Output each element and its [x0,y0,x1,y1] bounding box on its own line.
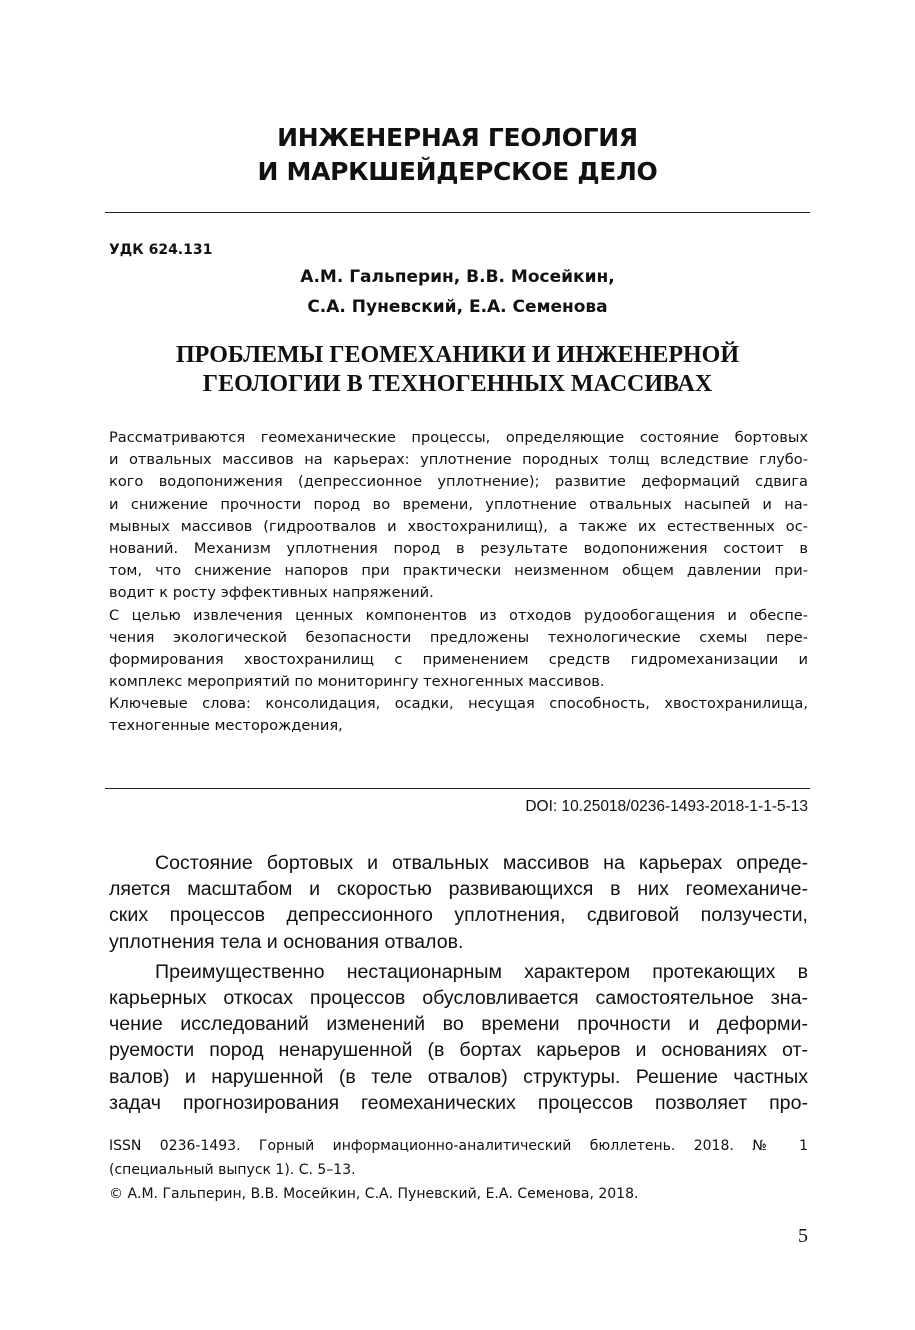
body-line: Преимущественно нестационарным характером протекающих в [155,960,808,983]
body-line: задач прогнозирования геомеханических процессов позволяет про- [109,1091,808,1114]
authors-line-2: С.А. Пуневский, Е.А. Семенова [307,297,608,317]
doi: DOI: 10.25018/0236-1493-2018-1-1-5-13 [525,798,808,815]
body-line: Состояние бортовых и отвальных массивов на карьерах опреде- [155,852,808,874]
citation-line: ISSN 0236-1493. Горный информационно-аналитический бюллетень. 2018. № 1 [109,1138,808,1154]
article-title-line-1: ПРОБЛЕМЫ ГЕОМЕХАНИКИ И ИНЖЕНЕРНОЙ [176,342,739,368]
body-line: карьерных откосах процессов обусловливается самостоятельное зна- [109,986,808,1009]
page-number: 5 [798,1225,808,1247]
citation-footer [109,1134,808,1206]
section-title-line-1: ИНЖЕНЕРНАЯ ГЕОЛОГИЯ [277,123,638,152]
abstract-line: и снижение прочности пород во времени, уплотнение отвальных насыпей и на- [109,495,808,513]
abstract-line: и отвальных массивов на карьерах: уплотнение породных толщ вследствие глубо- [109,451,808,469]
abstract-line: том, что снижение напоров при практически неизменном общем давлении при- [109,562,808,580]
abstract-line: водит к росту эффективных напряжений. [109,584,434,602]
abstract-line: кого водопонижения (депрессионное уплотнение); развитие деформаций сдвига [109,473,808,491]
keywords-line: Ключевые слова: консолидация, осадки, несущая способность, хвостохранилища, [109,695,808,713]
section-title [105,121,810,189]
body-line: валов) и нарушенной (в теле отвалов) структуры. Решение частных [109,1065,808,1088]
copyright-line: © А.М. Гальперин, В.В. Мосейкин, С.А. Пуневский, Е.А. Семенова, 2018. [109,1186,639,1202]
keywords-line: техногенные месторождения, [109,717,343,735]
abstract-line: мывных массивов (гидроотвалов и хвостохранилищ), а также их естественных ос- [109,517,808,535]
abstract-line: комплекс мероприятий по мониторингу техногенных массивов. [109,673,605,691]
article-title-line-2: ГЕОЛОГИИ В ТЕХНОГЕННЫХ МАССИВАХ [202,371,713,397]
abstract-line: чения экологической безопасности предложены технологические схемы пере- [109,628,808,646]
body-line: ляется масштабом и скоростью развивающихся в них геомеханиче- [109,878,808,901]
authors [250,262,665,322]
abstract-line: Рассматриваются геомеханические процессы, определяющие состояние бортовых [109,429,808,446]
abstract-divider [105,788,810,789]
header-divider [105,212,810,213]
abstract [109,427,808,738]
abstract-line: С целью извлечения ценных компонентов из отходов рудообогащения и обеспе- [109,606,808,624]
citation-line: (специальный выпуск 1). С. 5–13. [109,1162,356,1178]
body-line: чение исследований изменений во времени прочности и деформи- [109,1013,808,1036]
body-line: уплотнения тела и основания отвалов. [109,930,464,953]
body-line: ских процессов депрессионного уплотнения, сдвиговой ползучести, [109,904,808,927]
udk-code: УДК 624.131 [109,242,213,258]
section-title-line-2: И МАРКШЕЙДЕРСКОЕ ДЕЛО [257,157,658,186]
abstract-line: нований. Механизм уплотнения пород в результате водопонижения состоит в [109,539,808,557]
abstract-line: формирования хвостохранилищ с применением средств гидромеханизации и [109,650,808,668]
body-text [109,850,808,1116]
body-line: руемости пород ненарушенной (в бортах карьеров и основаниях от- [109,1039,808,1062]
article-title [105,341,810,399]
authors-line-1: А.М. Гальперин, В.В. Мосейкин, [300,267,615,287]
